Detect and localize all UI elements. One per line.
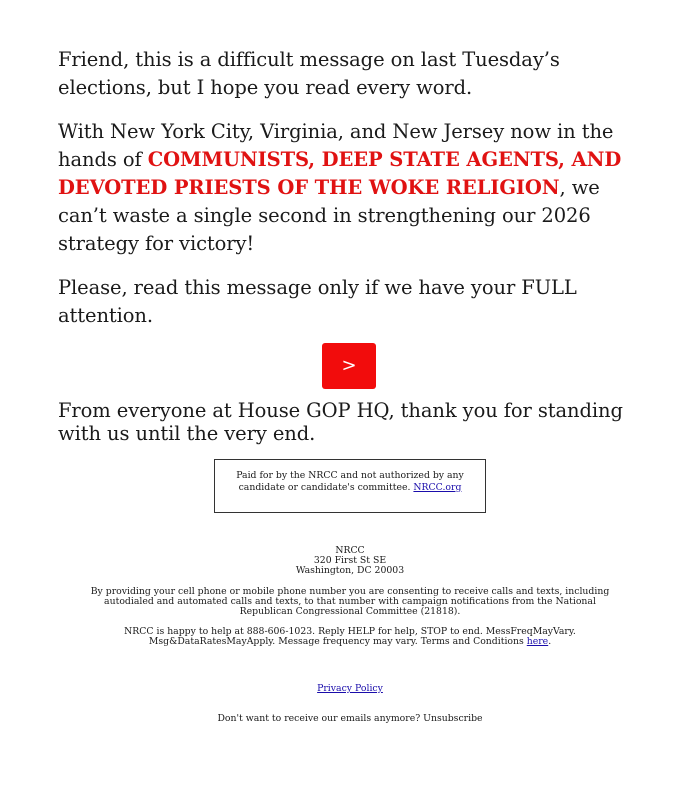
terms-link[interactable]: here	[526, 636, 549, 647]
cta-row	[58, 343, 648, 389]
disclaimer-text: Paid for by the NRCC and not authorized by any candidate or candidate's committee.	[236, 470, 464, 493]
org-name: NRCC	[335, 545, 365, 556]
warning-paragraph	[58, 118, 648, 258]
closing-paragraph: From everyone at House GOP HQ, thank you for standing with us until the very end.	[58, 399, 623, 445]
highlighted-warning: COMMUNISTS, DEEP STATE AGENTS, AND DEVOTED PRIESTS OF THE WOKE RELIGION	[58, 148, 622, 199]
intro-paragraph: Friend, this is a difficult message on last Tuesday’s elections, but I hope you read every word.	[58, 48, 560, 99]
city-state-zip: Washington, DC 20003	[295, 565, 405, 576]
paid-for-disclaimer	[214, 459, 486, 513]
continue-button[interactable]: >	[322, 343, 376, 389]
privacy-policy-link[interactable]: Privacy Policy	[317, 683, 383, 694]
privacy-row	[90, 684, 610, 694]
warning-text-end: , we can’t waste a single second in strengthening our 2026 strategy for victory!	[58, 176, 600, 255]
mailing-address	[90, 546, 610, 576]
sms-consent-notice: By providing your cell phone or mobile phone number you are consenting to receive calls and texts, including autodialed and automated calls and texts, to that number with campaign notifications from the National Republican Congressional Committee (21818).	[90, 586, 610, 617]
email-body	[58, 46, 648, 445]
help-notice: NRCC is happy to help at 888-606-1023. Reply HELP for help, STOP to end. MessFreqMayVary. Msg&DataRatesMayApply. Message frequency may vary. Terms and Conditions here.	[124, 626, 576, 647]
attention-paragraph: Please, read this message only if we have your FULL attention.	[58, 276, 577, 327]
street-address: 320 First St SE	[313, 555, 387, 566]
help-text: NRCC is happy to help at 888-606-1023. Reply HELP for help, STOP to end. MessFreqMayVary. Msg&DataRatesMayApply. Message frequency may vary. Terms and Conditions	[124, 626, 576, 647]
warning-text-start: With New York City, Virginia, and New Jersey now in the hands of	[58, 120, 614, 171]
unsubscribe-text[interactable]: Don't want to receive our emails anymore? Unsubscribe	[217, 713, 483, 724]
nrcc-link[interactable]: NRCC.org	[413, 482, 462, 493]
